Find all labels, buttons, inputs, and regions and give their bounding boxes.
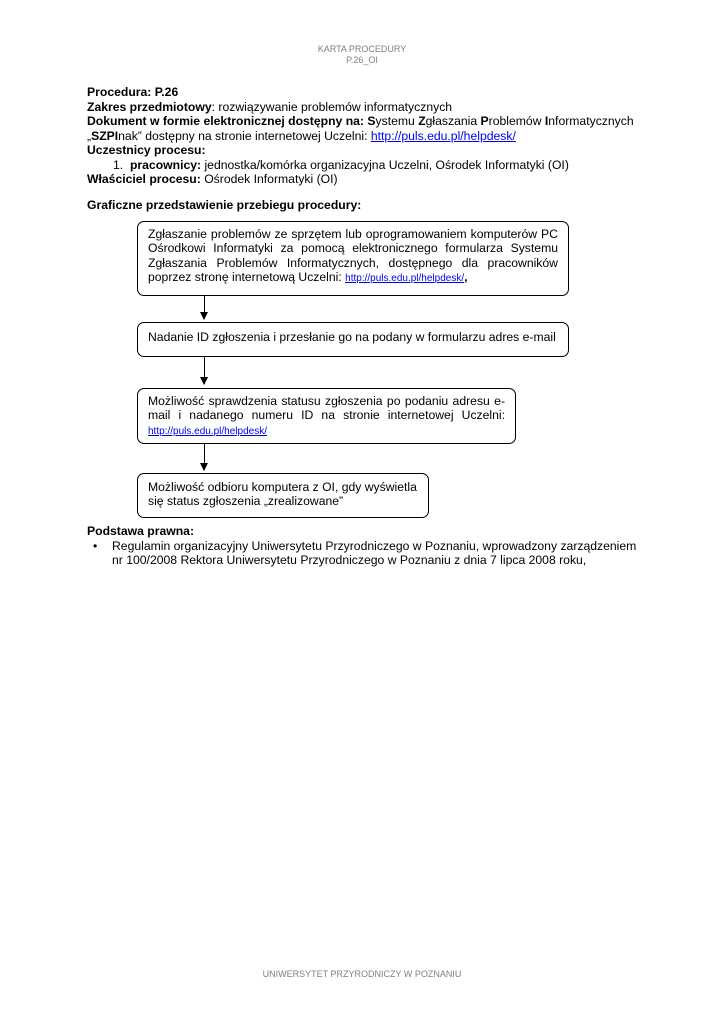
legal-item (87, 539, 642, 568)
flow-step-4-text: Możliwość odbioru komputera z OI, gdy wyświetla się status zgłoszenia „zrealizowane” (148, 480, 417, 509)
document-line (87, 114, 647, 129)
participants-line (87, 143, 647, 158)
flow-step-3-text: Możliwość sprawdzenia statusu zgłoszenia po podaniu adresu e-mail i nadanego numeru ID na stronie internetowej Uczelni: (148, 394, 505, 423)
flow-step-2-text: Nadanie ID zgłoszenia i przesłanie go na podany w formularzu adres e-mail (148, 330, 556, 344)
flow-step-1 (137, 221, 569, 296)
page-footer: UNIWERSYTET PRZYRODNICZY W POZNANIU (262, 969, 462, 979)
doc-word-z: głaszania (425, 114, 481, 128)
scope-label: Zakres przedmiotowy (87, 99, 212, 114)
participant-number: 1. (113, 157, 124, 172)
page-header (0, 44, 724, 66)
legal-basis (87, 524, 642, 568)
bullet-icon: • (93, 538, 98, 553)
header-title: KARTA PROCEDURY (317, 44, 407, 54)
participant-label: pracownicy: (129, 157, 202, 172)
procedure-value: P.26 (154, 85, 179, 99)
procedure-metadata (87, 85, 647, 187)
flow-arrow-1 (204, 296, 205, 319)
participant-item (87, 158, 647, 173)
doc-acronym: SZPI (91, 128, 119, 143)
doc-word-s: ystemu (375, 114, 419, 128)
doc-initial-p: P (480, 114, 489, 128)
doc-word-i: nformatycznych (548, 114, 634, 128)
doc-initial-z: Z (418, 114, 426, 128)
doc-word-p: roblemów (488, 114, 545, 128)
diagram-title: Graficzne przedstawienie przebiegu procedury: (87, 198, 362, 212)
flow-step-2 (137, 322, 569, 357)
doc-initial-i: I (544, 114, 549, 128)
procedure-line (87, 85, 647, 100)
document-line-2 (87, 129, 647, 144)
helpdesk-link[interactable]: http://puls.edu.pl/helpdesk/ (370, 128, 516, 143)
legal-list (87, 539, 642, 568)
flow-step-3 (137, 388, 516, 444)
scope-line (87, 100, 647, 115)
flow-arrow-2 (204, 357, 205, 384)
legal-item-text: Regulamin organizacyjny Uniwersytetu Przyrodniczego w Poznaniu, wprowadzony zarządzeniem nr 100/2008 Rektora Uniwersytetu Przyrodniczego w Poznaniu z dnia 7 lipca 2008 roku, (112, 538, 637, 567)
owner-value: Ośrodek Informatyki (OI) (204, 172, 338, 186)
owner-label: Właściciel procesu: (87, 172, 201, 186)
owner-line (87, 172, 647, 187)
doc-line2-text: nak” dostępny na stronie internetowej Uczelni: (118, 128, 368, 143)
flow-step-1-link[interactable]: http://puls.edu.pl/helpdesk/ (345, 272, 465, 284)
flow-step-3-link[interactable]: http://puls.edu.pl/helpdesk/ (148, 425, 267, 437)
flow-step-4 (137, 473, 429, 518)
participant-value: jednostka/komórka organizacyjna Uczelni, Ośrodek Informatyki (OI) (204, 157, 569, 172)
participants-label: Uczestnicy procesu: (87, 143, 206, 157)
scope-value: : rozwiązywanie problemów informatycznych (211, 99, 453, 114)
flow-arrow-3 (204, 444, 205, 470)
flow-step-1-text: Zgłaszanie problemów ze sprzętem lub oprogramowaniem komputerów PC Ośrodkowi Informatyki za pomocą elektronicznego formularza Systemu Zgłaszania Problemów Informatycznych, dostępnego dla pracowników poprzez stronę internetową Uczelni: (148, 227, 558, 284)
document-label: Dokument w formie elektronicznej dostępny na: (87, 114, 364, 128)
doc-quote-open: „ (87, 128, 92, 143)
doc-initial-s: S (367, 114, 376, 128)
legal-title: Podstawa prawna: (87, 524, 195, 538)
procedure-label: Procedura: (87, 85, 152, 99)
flow-step-1-tail: , (464, 269, 468, 284)
header-code: P.26_OI (346, 55, 378, 65)
